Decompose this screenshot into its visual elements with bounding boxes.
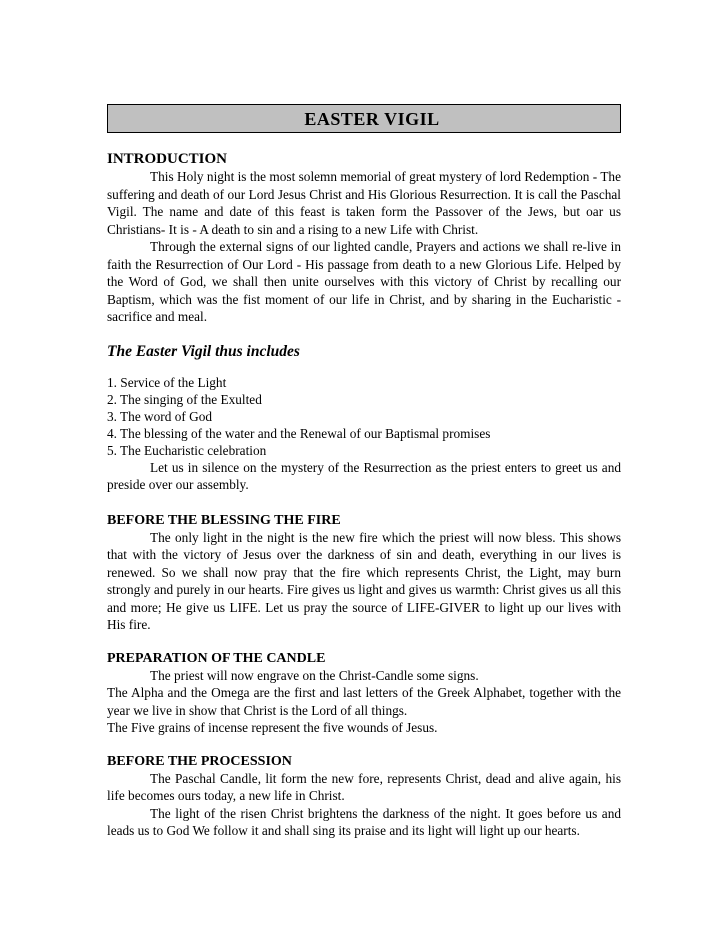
candle-heading: PREPARATION OF THE CANDLE <box>107 650 326 666</box>
document-page <box>107 104 621 840</box>
includes-list <box>107 374 621 459</box>
title-banner <box>107 104 621 133</box>
list-item: 2. The singing of the Exulted <box>107 391 262 407</box>
introduction-paragraph-2: Through the external signs of our lighted candle, Prayers and actions we shall re-live in faith the Resurrection of Our Lord - His passage from death to a new Glorious Life. Helped by the Word of God, we shall then unite ourselves with this victory of Christ by recalling our Baptism, which was the fist moment of our life in Christ, and by sharing in the Eucharistic - sacrifice and meal. <box>107 239 621 324</box>
list-item: 1. Service of the Light <box>107 374 227 390</box>
list-item: 4. The blessing of the water and the Renewal of our Baptismal promises <box>107 425 491 441</box>
page-title: EASTER VIGIL <box>304 109 440 129</box>
procession-heading: BEFORE THE PROCESSION <box>107 753 292 769</box>
introduction-heading: INTRODUCTION <box>107 151 228 167</box>
procession-paragraph-1: The Paschal Candle, lit form the new fore, represents Christ, dead and alive again, his life becomes ours today, a new life in Christ. <box>107 770 621 803</box>
candle-paragraph-2: The Alpha and the Omega are the first and last letters of the Greek Alphabet, together with the year we live in show that Christ is the Lord of all things. <box>107 685 621 718</box>
fire-paragraph: The only light in the night is the new fire which the priest will now bless. This shows that with the victory of Jesus over the darkness of sin and death, everything in our lives is renewed. So we shall now pray that the fire which represents Christ, the Light, may burn strongly and purely in our hearts. Fire gives us light and gives us warmth: Christ gives us all this and more; He give us LIFE. Let us pray the source of LIFE-GIVER to light up our lives with His fire. <box>107 529 621 632</box>
includes-closing-paragraph: Let us in silence on the mystery of the Resurrection as the priest enters to greet us and preside over our assembly. <box>107 459 621 492</box>
includes-heading: The Easter Vigil thus includes <box>107 342 300 360</box>
procession-paragraph-2: The light of the risen Christ brightens the darkness of the night. It goes before us and leads us to God We follow it and shall sing its praise and its light will light up our hearts. <box>107 805 621 838</box>
introduction-paragraph-1: This Holy night is the most solemn memorial of great mystery of lord Redemption - The suffering and death of our Lord Jesus Christ and His Glorious Resurrection. It is call the Paschal Vigil. The name and date of this feast is taken form the Passover of the Jews, but oar us Christians- It is - A death to sin and a rising to a new Life with Christ. <box>107 169 621 237</box>
list-item: 5. The Eucharistic celebration <box>107 442 267 458</box>
candle-paragraph-3: The Five grains of incense represent the five wounds of Jesus. <box>107 720 438 735</box>
candle-paragraph-1: The priest will now engrave on the Christ-Candle some signs. <box>150 667 479 683</box>
list-item: 3. The word of God <box>107 408 213 424</box>
fire-heading: BEFORE THE BLESSING THE FIRE <box>107 512 341 528</box>
